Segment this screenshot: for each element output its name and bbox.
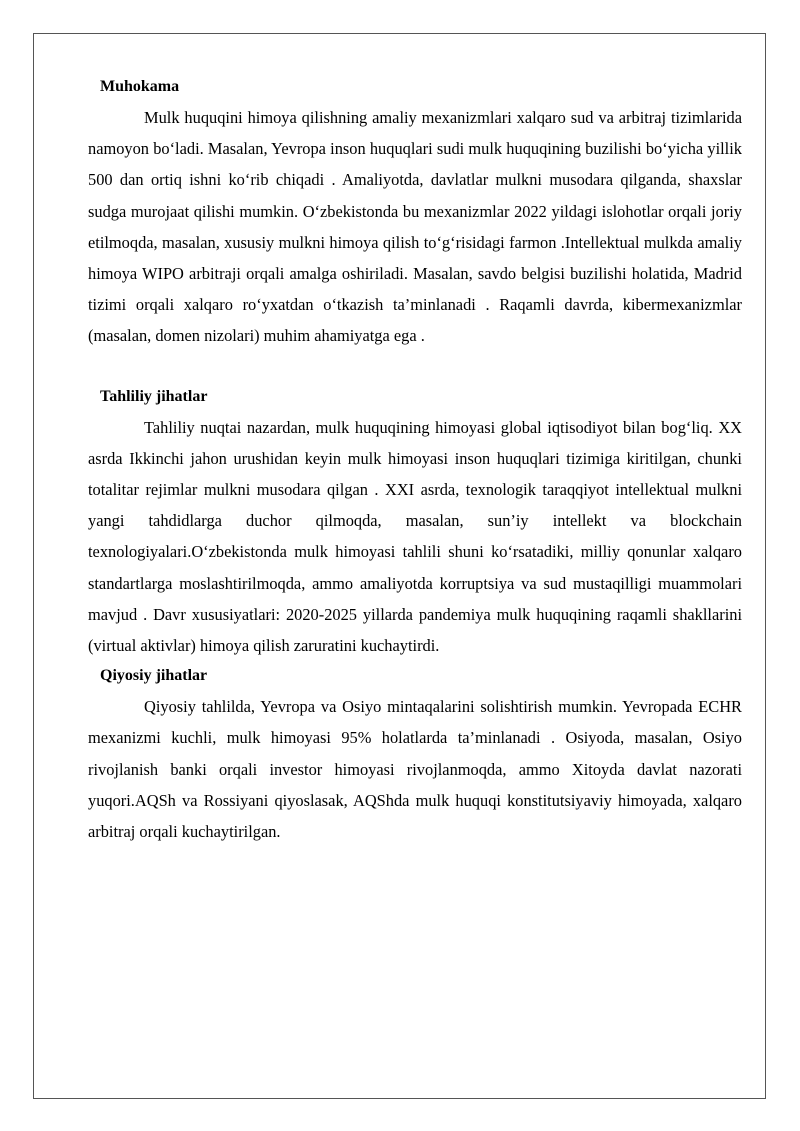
document-body [88, 72, 742, 847]
section-title-tahliliy: Tahliliy jihatlar [100, 387, 208, 405]
paragraph-qiyosiy: Qiyosiy tahlilda, Yevropa va Osiyo mintaqalarini solishtirish mumkin. Yevropada ECHR mexanizmi kuchli, mulk himoyasi 95% holatlarda ta’minlanadi . Osiyoda, masalan, Osiyo rivojlanish banki orqali investor himoyasi rivojlanmoqda, ammo Xitoyda davlat nazorati yuqori.AQSh va Rossiyani qiyoslasak, AQShda mulk huquqi konstitutsiyaviy himoyada, xalqaro arbitraj orqali kuchaytirilgan. [88, 697, 742, 842]
section-spacer [88, 352, 742, 382]
section-title-muhokama: Muhokama [100, 78, 180, 95]
paragraph-tahliliy: Tahliliy nuqtai nazardan, mulk huquqining himoyasi global iqtisodiyot bilan bog‘liq. XX asrda Ikkinchi jahon urushidan keyin mulk himoyasi inson huquqlari tizimiga kiritilgan, chunki totalitar rejimlar mulkni musodara qilgan . XXI asrda, texnologik taraqqiyot intellektual mulkni yangi tahdidlarga duchor qilmoqda, masalan, sun’iy intellekt va blockchain texnologiyalari.O‘zbekistonda mulk himoyasi tahlili shuni ko‘rsatadiki, milliy qonunlar xalqaro standartlarga moslashtirilmoqda, ammo amaliyotda korruptsiya va sud mustaqilligi muammolari mavjud . Davr xususiyatlari: 2020-2025 yillarda pandemiya mulk huquqining raqamli shakllarini (virtual aktivlar) himoya qilish zaruratini kuchaytirdi. [88, 417, 742, 656]
paragraph-muhokama: Mulk huquqini himoya qilishning amaliy mexanizmlari xalqaro sud va arbitraj tizimlarida namoyon bo‘ladi. Masalan, Yevropa inson huquqlari sudi mulk huquqining buzilishi bo‘yicha yillik 500 dan ortiq ishni ko‘rib chiqadi . Amaliyotda, davlatlar mulkni musodara qilganda, shaxslar sudga murojaat qilishi mumkin. O‘zbekistonda bu mexanizmlar 2022 yildagi islohotlar orqali joriy etilmoqda, masalan, xususiy mulkni himoya qilish to‘g‘risidagi farmon .Intellektual mulkda amaliy himoya WIPO arbitraji orqali amalga oshiriladi. Masalan, savdo belgisi buzilishi holatida, Madrid tizimi orqali xalqaro ro‘yxatdan o‘tkazish ta’minlanadi . Raqamli davrda, kibermexanizmlar (masalan, domen nizolari) muhim ahamiyatga ega . [88, 108, 742, 346]
section-title-qiyosiy: Qiyosiy jihatlar [100, 667, 208, 685]
